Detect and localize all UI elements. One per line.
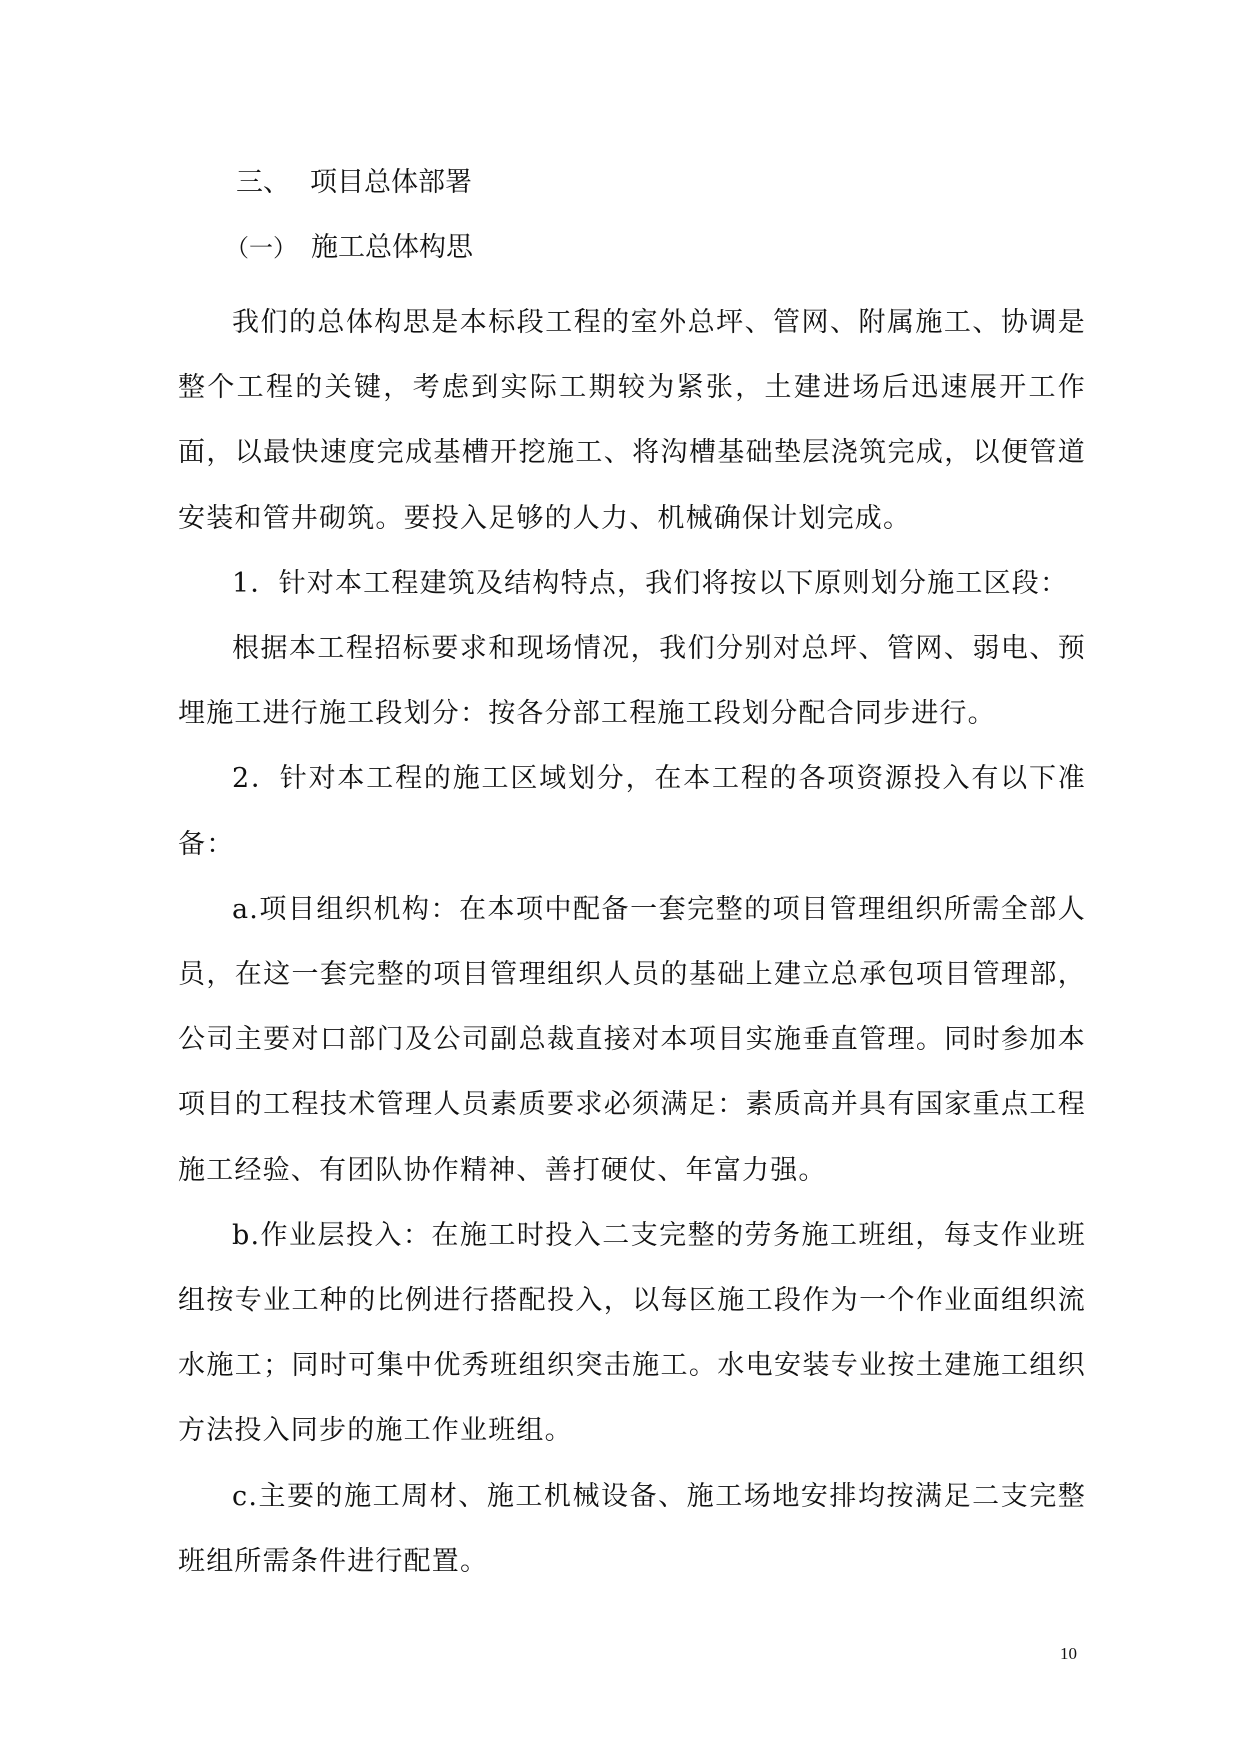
paragraph-section-division: 根据本工程招标要求和现场情况，我们分别对总坪、管网、弱电、预埋施工进行施工段划分：按各分部工程施工段划分配合同步进行。 xyxy=(178,633,1086,730)
section-title: 项目总体部署 xyxy=(310,167,472,198)
paragraph-overall-concept: 我们的总体构思是本标段工程的室外总坪、管网、附属施工、协调是整个工程的关键，考虑到实际工期较为紧张，土建进场后迅速展开工作面，以最快速度完成基槽开挖施工、将沟槽基础垫层浇筑完成，以便管道安装和管井砌筑。要投入足够的人力、机械确保计划完成。 xyxy=(178,307,1086,534)
subsection-title: 施工总体构思 xyxy=(311,232,473,263)
subsection-number: （一） xyxy=(225,234,297,262)
section-number: 三、 xyxy=(236,167,290,198)
subsection-heading xyxy=(225,231,473,265)
paragraph-item-c: c.主要的施工周材、施工机械设备、施工场地安排均按满足二支完整班组所需条件进行配置。 xyxy=(178,1480,1086,1577)
paragraph-item-a: a.项目组织机构：在本项中配备一套完整的项目管理组织所需全部人员，在这一套完整的项目管理组织人员的基础上建立总承包项目管理部，公司主要对口部门及公司副总裁直接对本项目实施垂直管理。同时参加本项目的工程技术管理人员素质要求必须满足：素质高并具有国家重点工程施工经验、有团队协作精神、善打硬仗、年富力强。 xyxy=(178,893,1086,1186)
paragraph-item-b: b.作业层投入：在施工时投入二支完整的劳务施工班组，每支作业班组按专业工种的比例进行搭配投入，以每区施工段作为一个作业面组织流水施工；同时可集中优秀班组织突击施工。水电安装专业按土建施工组织方法投入同步的施工作业班组。 xyxy=(178,1219,1086,1447)
section-heading xyxy=(236,166,472,200)
page-number: 10 xyxy=(1060,1644,1077,1663)
paragraph-item-1: 1．针对本工程建筑及结构特点，我们将按以下原则划分施工区段： xyxy=(232,567,1069,599)
body-text xyxy=(178,290,1086,1594)
paragraph-item-2: 2．针对本工程的施工区域划分，在本工程的各项资源投入有以下准备： xyxy=(178,763,1086,860)
